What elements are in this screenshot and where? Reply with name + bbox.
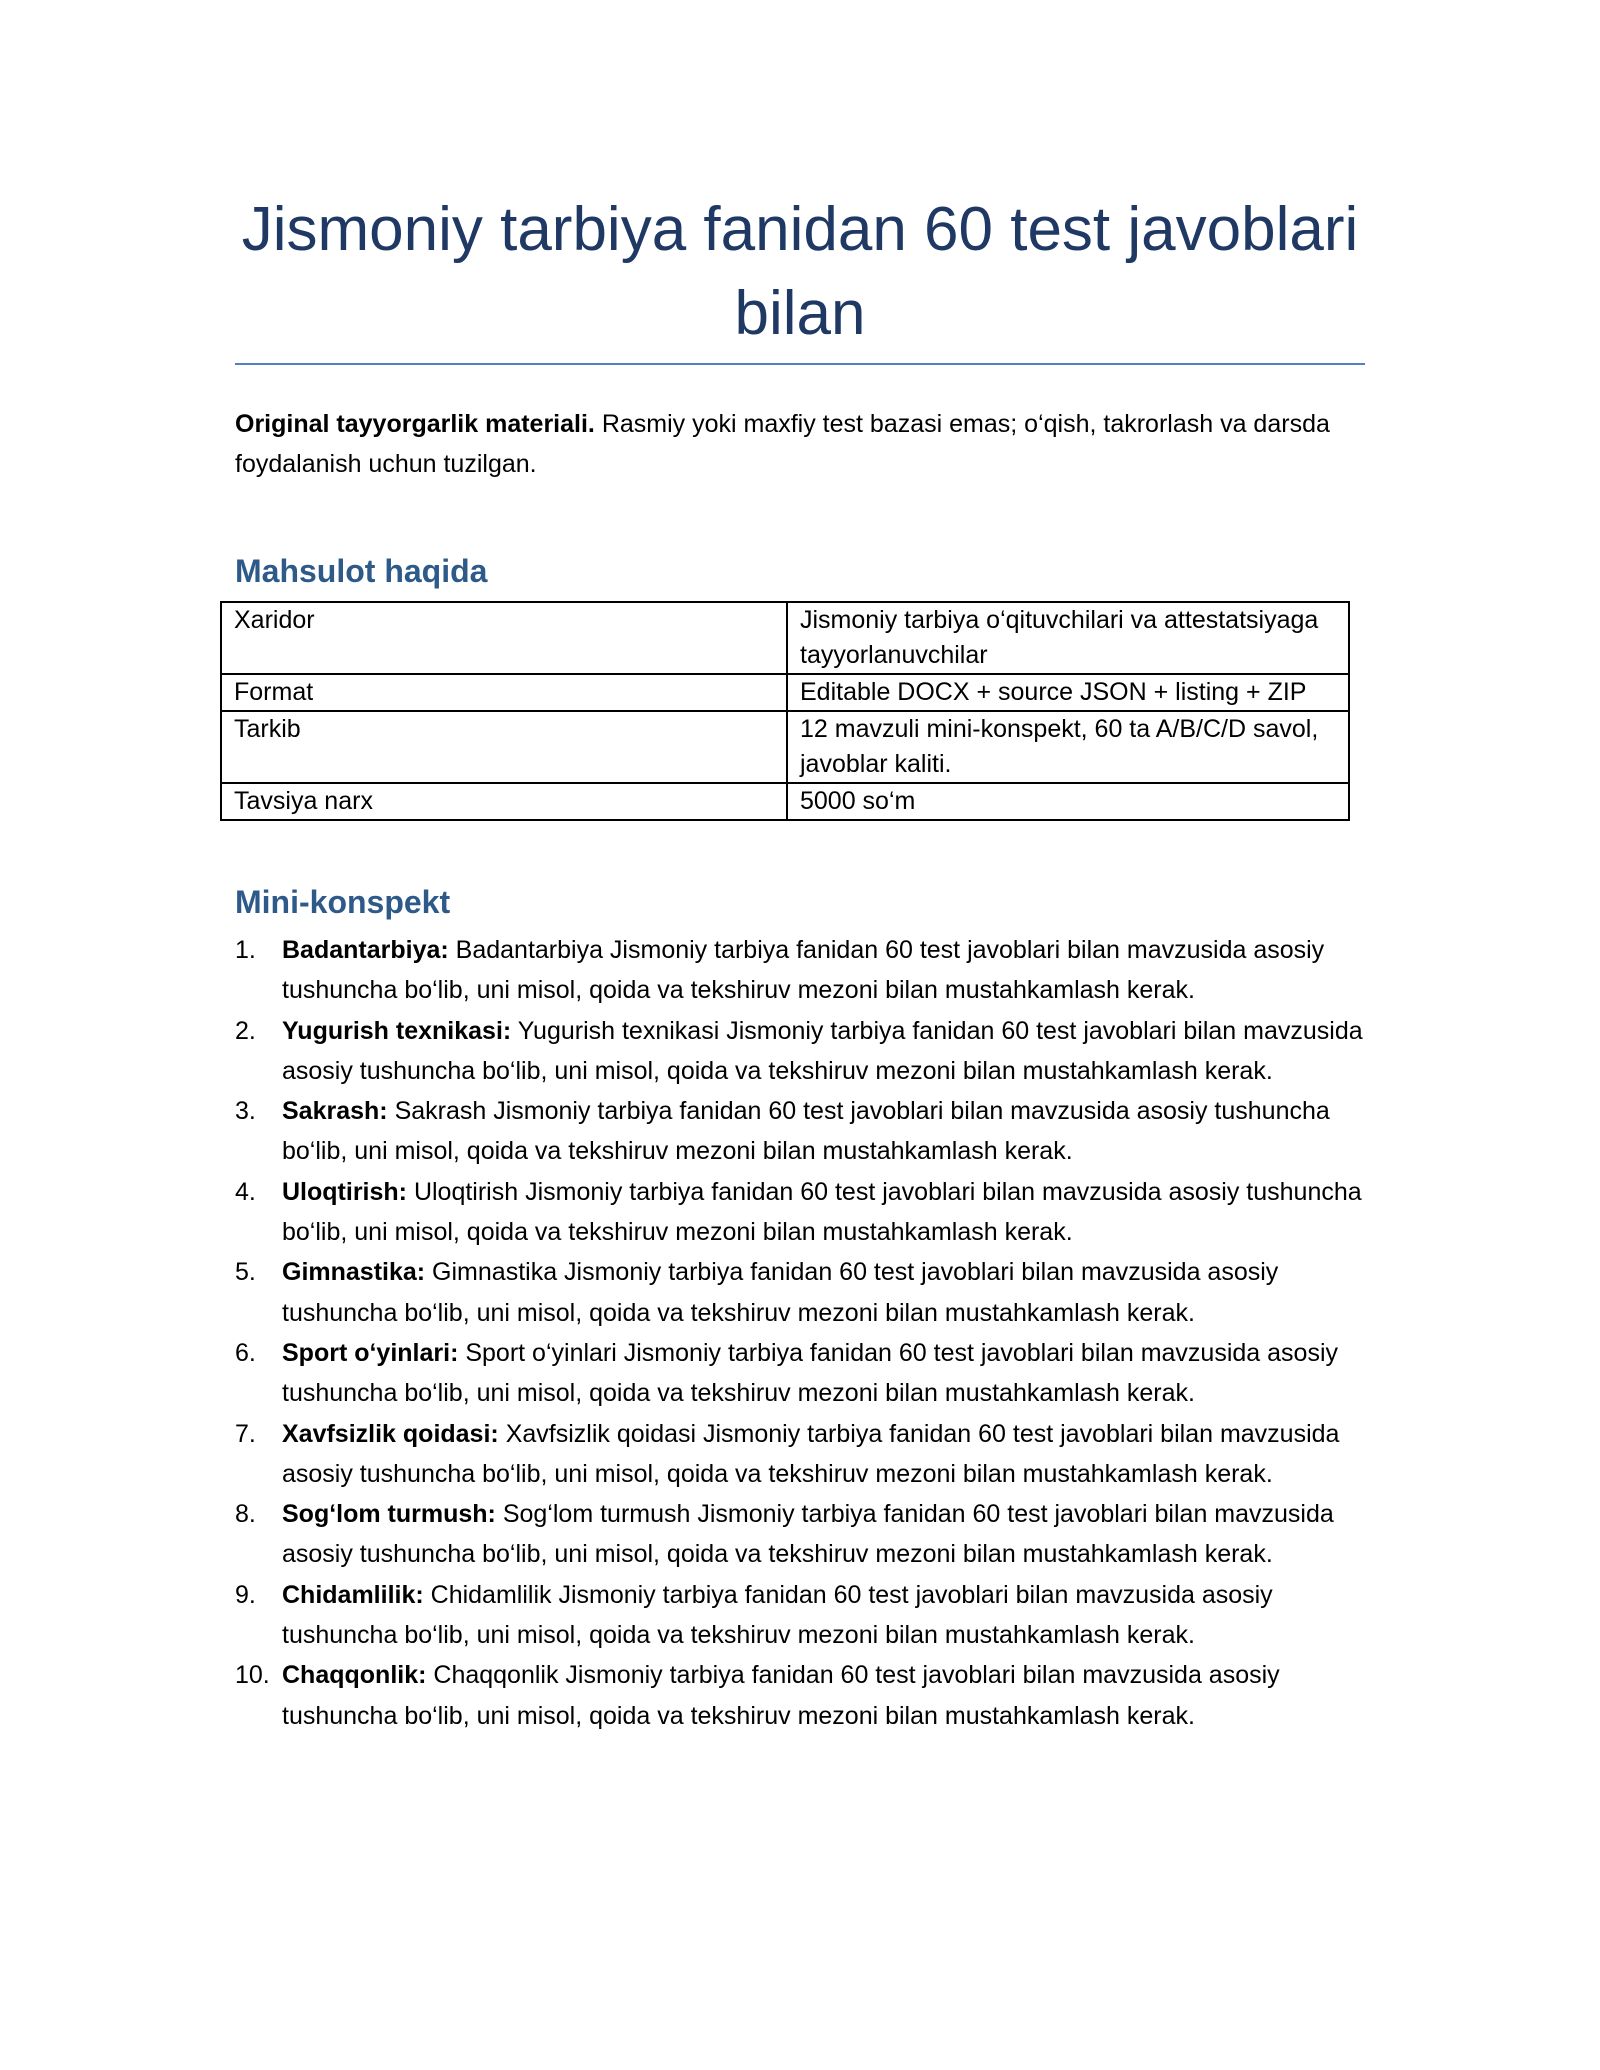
list-item	[235, 1252, 1385, 1333]
table-row	[221, 674, 1349, 711]
list-item-text: Sakrash Jismoniy tarbiya fanidan 60 test javoblari bilan mavzusida asosiy tushuncha bo‘lib, uni misol, qoida va tekshiruv mezoni bilan mustahkamlash kerak.	[282, 1097, 1330, 1166]
list-item	[235, 930, 1385, 1011]
list-item-number: 9.	[235, 1580, 256, 1609]
list-item-number: 1.	[235, 936, 256, 964]
table-cell-value: 5000 so‘m	[787, 783, 1349, 820]
list-item-text: Uloqtirish Jismoniy tarbiya fanidan 60 test javoblari bilan mavzusida asosiy tushuncha bo‘lib, uni misol, qoida va tekshiruv mezoni bilan mustahkamlash kerak.	[282, 1177, 1362, 1247]
list-item	[235, 1414, 1385, 1495]
table-row	[221, 711, 1349, 783]
list-item-term: Chaqqonlik:	[282, 1661, 427, 1690]
intro-text: Rasmiy yoki maxfiy test bazasi emas; o‘qish, takrorlash va darsda foydalanish uchun tuzilgan.	[235, 410, 1330, 478]
list-item-number: 8.	[235, 1500, 256, 1529]
list-item-text: Badantarbiya Jismoniy tarbiya fanidan 60 test javoblari bilan mavzusida asosiy tushuncha bo‘lib, uni misol, qoida va tekshiruv mezoni bilan mustahkamlash kerak.	[282, 936, 1325, 1005]
table-cell-value: Editable DOCX + source JSON + listing + ZIP	[787, 674, 1349, 711]
about-heading: Mahsulot haqida	[235, 553, 488, 589]
list-item-term: Sport o‘yinlari:	[282, 1338, 459, 1367]
list-item-term: Sakrash:	[282, 1097, 388, 1126]
list-item-text: Yugurish texnikasi Jismoniy tarbiya fanidan 60 test javoblari bilan mavzusida asosiy tushuncha bo‘lib, uni misol, qoida va tekshiruv mezoni bilan mustahkamlash kerak.	[282, 1016, 1363, 1085]
mini-konspekt-heading: Mini-konspekt	[235, 884, 451, 920]
list-item-term: Badantarbiya:	[282, 936, 449, 964]
list-item-number: 4.	[235, 1177, 256, 1206]
list-item-number: 10.	[235, 1661, 270, 1690]
table-row	[221, 783, 1349, 820]
list-item	[235, 1333, 1385, 1414]
list-item-text: Xavfsizlik qoidasi Jismoniy tarbiya fanidan 60 test javoblari bilan mavzusida asosiy tushuncha bo‘lib, uni misol, qoida va tekshiruv mezoni bilan mustahkamlash kerak.	[282, 1419, 1340, 1488]
list-item-number: 7.	[235, 1419, 256, 1448]
table-cell-key: Xaridor	[221, 602, 787, 674]
list-item-term: Uloqtirish:	[282, 1177, 407, 1206]
document-title: Jismoniy tarbiya fanidan 60 test javoblari bilan	[241, 195, 1359, 348]
list-item-text: Sog‘lom turmush Jismoniy tarbiya fanidan 60 test javoblari bilan mavzusida asosiy tushuncha bo‘lib, uni misol, qoida va tekshiruv mezoni bilan mustahkamlash kerak.	[282, 1500, 1334, 1569]
table-cell-key: Tavsiya narx	[221, 783, 787, 820]
list-item-term: Xavfsizlik qoidasi:	[282, 1419, 499, 1448]
list-item-text: Chidamlilik Jismoniy tarbiya fanidan 60 test javoblari bilan mavzusida asosiy tushuncha bo‘lib, uni misol, qoida va tekshiruv mezoni bilan mustahkamlash kerak.	[282, 1580, 1273, 1650]
list-item	[235, 1575, 1385, 1656]
list-item-number: 3.	[235, 1097, 256, 1126]
list-item-term: Sog‘lom turmush:	[282, 1500, 496, 1529]
table-row	[221, 602, 1349, 674]
list-item	[235, 1091, 1385, 1172]
list-item-number: 2.	[235, 1016, 256, 1045]
table-cell-value: 12 mavzuli mini-konspekt, 60 ta A/B/C/D savol, javoblar kaliti.	[787, 711, 1349, 783]
list-item-term: Yugurish texnikasi:	[282, 1016, 512, 1045]
list-item-text: Sport o‘yinlari Jismoniy tarbiya fanidan 60 test javoblari bilan mavzusida asosiy tushuncha bo‘lib, uni misol, qoida va tekshiruv mezoni bilan mustahkamlash kerak.	[282, 1338, 1338, 1408]
intro-paragraph	[235, 404, 1380, 484]
list-item-term: Gimnastika:	[282, 1258, 426, 1287]
table-cell-key: Format	[221, 674, 787, 711]
title-divider	[235, 363, 1365, 365]
list-item-text: Gimnastika Jismoniy tarbiya fanidan 60 test javoblari bilan mavzusida asosiy tushuncha bo‘lib, uni misol, qoida va tekshiruv mezoni bilan mustahkamlash kerak.	[282, 1258, 1279, 1327]
intro-bold-lead: Original tayyorgarlik materiali.	[235, 410, 595, 438]
list-item-term: Chidamlilik:	[282, 1580, 424, 1609]
list-item	[235, 1011, 1385, 1092]
list-item	[235, 1494, 1385, 1575]
product-info-table	[220, 601, 1350, 821]
list-item-number: 6.	[235, 1338, 256, 1367]
list-item	[235, 1172, 1385, 1253]
list-item-text: Chaqqonlik Jismoniy tarbiya fanidan 60 test javoblari bilan mavzusida asosiy tushuncha bo‘lib, uni misol, qoida va tekshiruv mezoni bilan mustahkamlash kerak.	[282, 1661, 1280, 1730]
mini-konspekt-list	[235, 930, 1385, 1736]
list-item-number: 5.	[235, 1258, 256, 1287]
table-cell-key: Tarkib	[221, 711, 787, 783]
table-cell-value: Jismoniy tarbiya o‘qituvchilari va attestatsiyaga tayyorlanuvchilar	[787, 602, 1349, 674]
list-item	[235, 1655, 1385, 1736]
